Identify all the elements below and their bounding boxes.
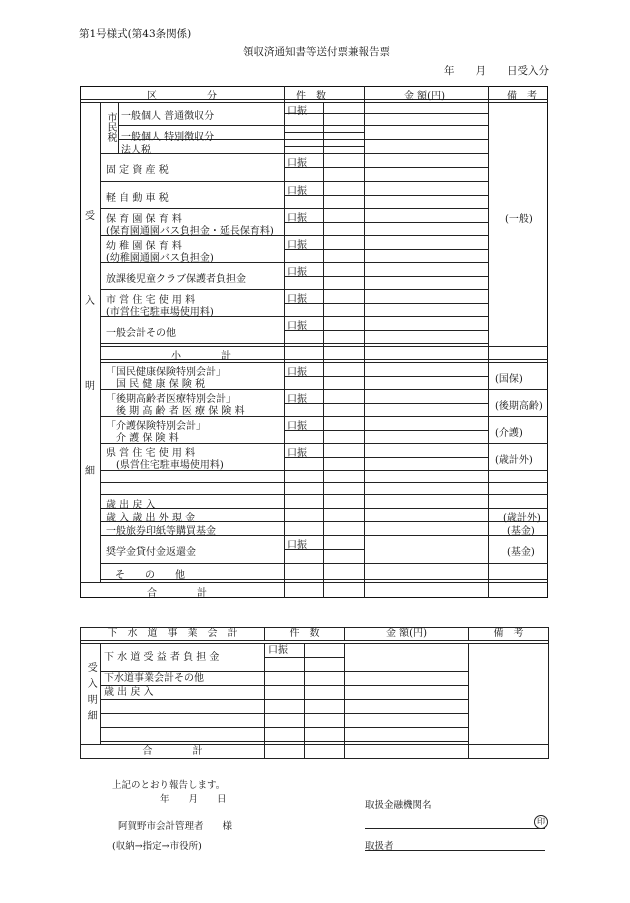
subtotal-label: 小 計 <box>171 351 231 362</box>
header-remarks: 備 考 <box>507 91 537 102</box>
row-kotei: 固 定 資 産 税 <box>106 165 169 176</box>
row-kaigo: 「介護保険特別会計」 <box>106 421 206 432</box>
transfer-label: 口振 <box>287 321 307 332</box>
total-label: 合 計 <box>147 588 207 599</box>
row-shiei-sub: (市営住宅駐車場使用料) <box>106 307 214 318</box>
rule-line <box>118 102 119 153</box>
sewer-header: 下 水 道 事 業 会 計 <box>81 628 265 641</box>
row-ippan-other: 一般会計その他 <box>106 328 176 339</box>
side-label-receipt: 受 入 明 細 <box>85 211 95 477</box>
amount-cell[interactable] <box>345 686 469 700</box>
rule-line <box>100 359 548 360</box>
rule-line <box>80 582 548 583</box>
transfer-label: 口振 <box>287 186 307 197</box>
report-statement: 上記のとおり報告します。 <box>112 780 226 791</box>
row-kokuho: 「国民健康保険特別会計」 <box>106 367 226 378</box>
institution-line[interactable] <box>365 828 545 829</box>
row-yochien-sub: (幼稚園通園バス負担金) <box>106 253 214 264</box>
row-kouki: 「後期高齢者医療特別会計」 <box>106 394 236 405</box>
rule-line <box>284 430 488 431</box>
row-other: そ の 他 <box>115 570 185 581</box>
rule-line <box>100 563 548 564</box>
row-kokuho-sub: 国 民 健 康 保 険 税 <box>116 379 206 390</box>
remarks-general: (一般) <box>505 214 533 225</box>
amount-cell[interactable] <box>345 672 469 686</box>
handler-line[interactable] <box>365 850 545 851</box>
seal-icon: 印 <box>534 815 548 829</box>
rule-line <box>284 139 488 140</box>
remarks-kaigo: (介護) <box>495 428 523 439</box>
row-hojinzei: 法人税 <box>121 145 151 156</box>
transfer-label: 口振 <box>265 644 305 658</box>
rule-line <box>323 102 324 598</box>
route-note: (収納→指定→市役所) <box>112 841 202 852</box>
sewer-header-remarks: 備 考 <box>469 628 549 641</box>
sewer-header-count: 件 数 <box>265 628 345 641</box>
row-kaigo-sub: 介 護 保 険 料 <box>116 433 179 444</box>
rule-line <box>284 330 488 331</box>
page-title: 領収済通知書等送付票兼報告票 <box>243 46 390 58</box>
rule-line <box>284 457 488 458</box>
row-hoikuen: 保 育 園 保 育 料 <box>106 214 182 225</box>
rule-line <box>284 167 488 168</box>
transfer-label: 口振 <box>287 540 307 551</box>
sewer-header-amount: 金 額(円) <box>345 628 469 641</box>
sewer-row-beneficiary: 下 水 道 受 益 者 負 担 金 <box>101 644 265 672</box>
transfer-label: 口振 <box>287 240 307 251</box>
handler-label: 取扱者 <box>365 841 394 852</box>
rule-line <box>284 195 488 196</box>
row-kenei-sub: (県営住宅駐車場使用料) <box>116 460 224 471</box>
rule-line <box>284 125 488 126</box>
row-hoikuen-sub: (保育園通園バス負担金・延長保育料) <box>106 226 274 237</box>
header-count: 件 数 <box>296 91 326 102</box>
rule-line <box>284 222 488 223</box>
header-category: 区 分 <box>147 91 217 102</box>
rule-line <box>100 343 488 344</box>
shiminzei-label: 市民税 <box>105 112 116 142</box>
row-refund: 歳 出 戻 入 <box>106 500 156 511</box>
remarks-kikin-2: (基金) <box>507 547 535 558</box>
rule-line <box>284 113 488 114</box>
form-number: 第1号様式(第43条関係) <box>79 28 192 40</box>
transfer-label: 口振 <box>287 448 307 459</box>
sewer-side-label: 受入明細 <box>81 644 101 745</box>
sewer-table <box>80 627 549 759</box>
rule-line <box>284 303 488 304</box>
sewer-total-amount[interactable] <box>345 745 469 759</box>
rule-line <box>284 276 488 277</box>
rule-line <box>100 102 101 582</box>
amount-cell[interactable] <box>345 644 469 672</box>
row-kenei: 県 営 住 宅 使 用 料 <box>106 448 196 459</box>
transfer-label: 口振 <box>287 158 307 169</box>
transfer-label: 口振 <box>287 267 307 278</box>
transfer-label: 口振 <box>287 421 307 432</box>
rule-line <box>284 376 488 377</box>
row-kouki-sub: 後 期 高 齢 者 医 療 保 険 料 <box>116 406 245 417</box>
report-date: 年 月 日 <box>160 794 227 805</box>
rule-line <box>284 249 488 250</box>
addressee: 阿賀野市会計管理者 様 <box>118 821 233 832</box>
remarks-kikin-1: (基金) <box>507 526 535 537</box>
rule-line <box>284 146 364 147</box>
transfer-label: 口振 <box>287 106 307 117</box>
sewer-row-other: 下水道事業会計その他 <box>101 672 265 686</box>
institution-label: 取扱金融機関名 <box>365 800 432 811</box>
sewer-row-refund: 歳 出 戻 入 <box>101 686 265 700</box>
transfer-label: 口振 <box>287 213 307 224</box>
transfer-label: 口振 <box>287 367 307 378</box>
row-passport-fund: 一般旅券印紙等購買基金 <box>106 526 216 537</box>
rule-line <box>100 346 548 347</box>
row-keijidosha: 軽 自 動 車 税 <box>106 193 169 204</box>
row-gakudo: 放課後児童クラブ保護者負担金 <box>106 274 246 285</box>
remarks-kokuho: (国保) <box>495 374 523 385</box>
rule-line <box>80 102 548 103</box>
rule-line <box>284 132 364 133</box>
header-amount: 金 額(円) <box>404 91 445 102</box>
row-ippan-futsu: 一般個人 普通徴収分 <box>121 111 215 122</box>
row-outside-cash: 歳 入 歳 出 外 現 金 <box>106 513 196 524</box>
remarks-kouki: (後期高齢) <box>495 401 543 412</box>
rule-line <box>100 494 548 495</box>
row-ippan-tokubetsu: 一般個人 特別徴収分 <box>121 132 215 143</box>
row-yochien: 幼 稚 園 保 育 料 <box>106 241 182 252</box>
rule-line <box>118 125 284 126</box>
rule-line <box>284 403 488 404</box>
received-date: 年 月 日受入分 <box>444 65 549 77</box>
row-scholarship: 奨学金貸付金返還金 <box>106 547 196 558</box>
transfer-label: 口振 <box>287 294 307 305</box>
row-shiei: 市 営 住 宅 使 用 料 <box>106 295 196 306</box>
rule-line <box>100 482 548 483</box>
remarks-saikeigai-2: (歳計外) <box>503 513 541 524</box>
remarks-saikeigai-1: (歳計外) <box>495 455 533 466</box>
transfer-label: 口振 <box>287 394 307 405</box>
sewer-total-label: 合 計 <box>81 745 265 759</box>
